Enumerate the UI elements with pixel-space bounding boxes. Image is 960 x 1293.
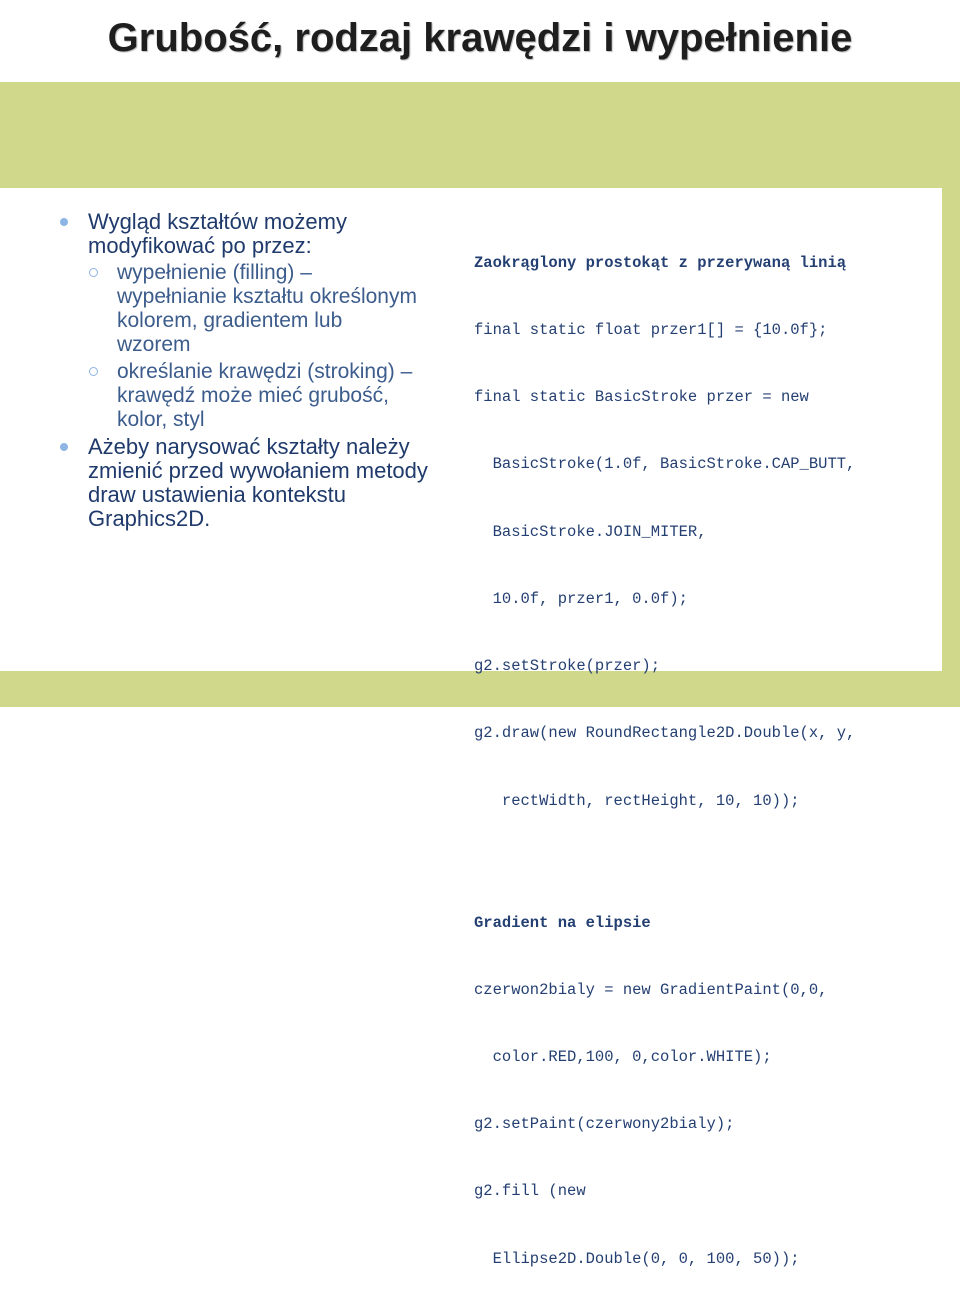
code-line: BasicStroke.JOIN_MITER, [474,522,707,541]
bullet-line: zmienić przed wywołaniem metody [88,458,428,483]
bullet-item [60,210,460,258]
code-line: color.RED,100, 0,color.WHITE); [474,1048,772,1067]
decorative-stripe-right [942,82,960,707]
code-line: g2.setStroke(przer); [474,657,661,676]
sub-bullet-item [60,261,460,357]
sub-bullet-line: krawędź może mieć grubość, [117,384,389,407]
bullet-item [60,435,460,531]
sub-bullet-line: wypełnienie (filling) – [117,261,312,284]
bullet-dot-icon [60,443,68,451]
slide-title: Grubość, rodzaj krawędzi i wypełnienie [107,15,853,60]
code-line: czerwon2bialy = new GradientPaint(0,0, [474,980,828,999]
code-line: g2.setPaint(czerwony2bialy); [474,1115,735,1134]
code-spacer [474,857,934,867]
code-line: BasicStroke(1.0f, BasicStroke.CAP_BUTT, [474,455,856,474]
sub-bullet-item [60,360,460,432]
bullet-line: Graphics2D. [88,506,211,531]
sub-bullet-ring-icon [89,268,98,277]
decorative-stripe-top [0,82,942,188]
code-line: final static BasicStroke przer = new [474,388,809,407]
code-line: g2.fill (new [474,1182,586,1201]
sub-bullet-ring-icon [89,367,98,376]
sub-bullet-line: wzorem [117,333,191,356]
code-heading: Zaokrąglony prostokąt z przerywaną linią [474,253,847,272]
code-line: Ellipse2D.Double(0, 0, 100, 50)); [474,1249,800,1268]
bullet-line: modyfikować po przez: [88,233,312,258]
bullet-line: Ażeby narysować kształty należy [88,434,410,459]
bullet-line: Wygląd kształtów możemy [88,209,347,234]
sub-bullet-line: kolor, styl [117,408,205,431]
code-line: 10.0f, przer1, 0.0f); [474,589,688,608]
sub-bullet-line: wypełnianie kształtu określonym [117,285,417,308]
sub-bullet-line: określanie krawędzi (stroking) – [117,360,413,383]
code-line: g2.draw(new RoundRectangle2D.Double(x, y, [474,724,856,743]
sub-bullet-line: kolorem, gradientem lub [117,309,343,332]
code-line: rectWidth, rectHeight, 10, 10)); [474,791,800,810]
code-panel [474,207,934,1293]
bullet-dot-icon [60,218,68,226]
bullet-line: draw ustawienia kontekstu [88,482,347,507]
code-line: final static float przer1[] = {10.0f}; [474,321,828,340]
code-heading: Gradient na elipsie [474,913,651,932]
bullet-list [60,210,460,531]
